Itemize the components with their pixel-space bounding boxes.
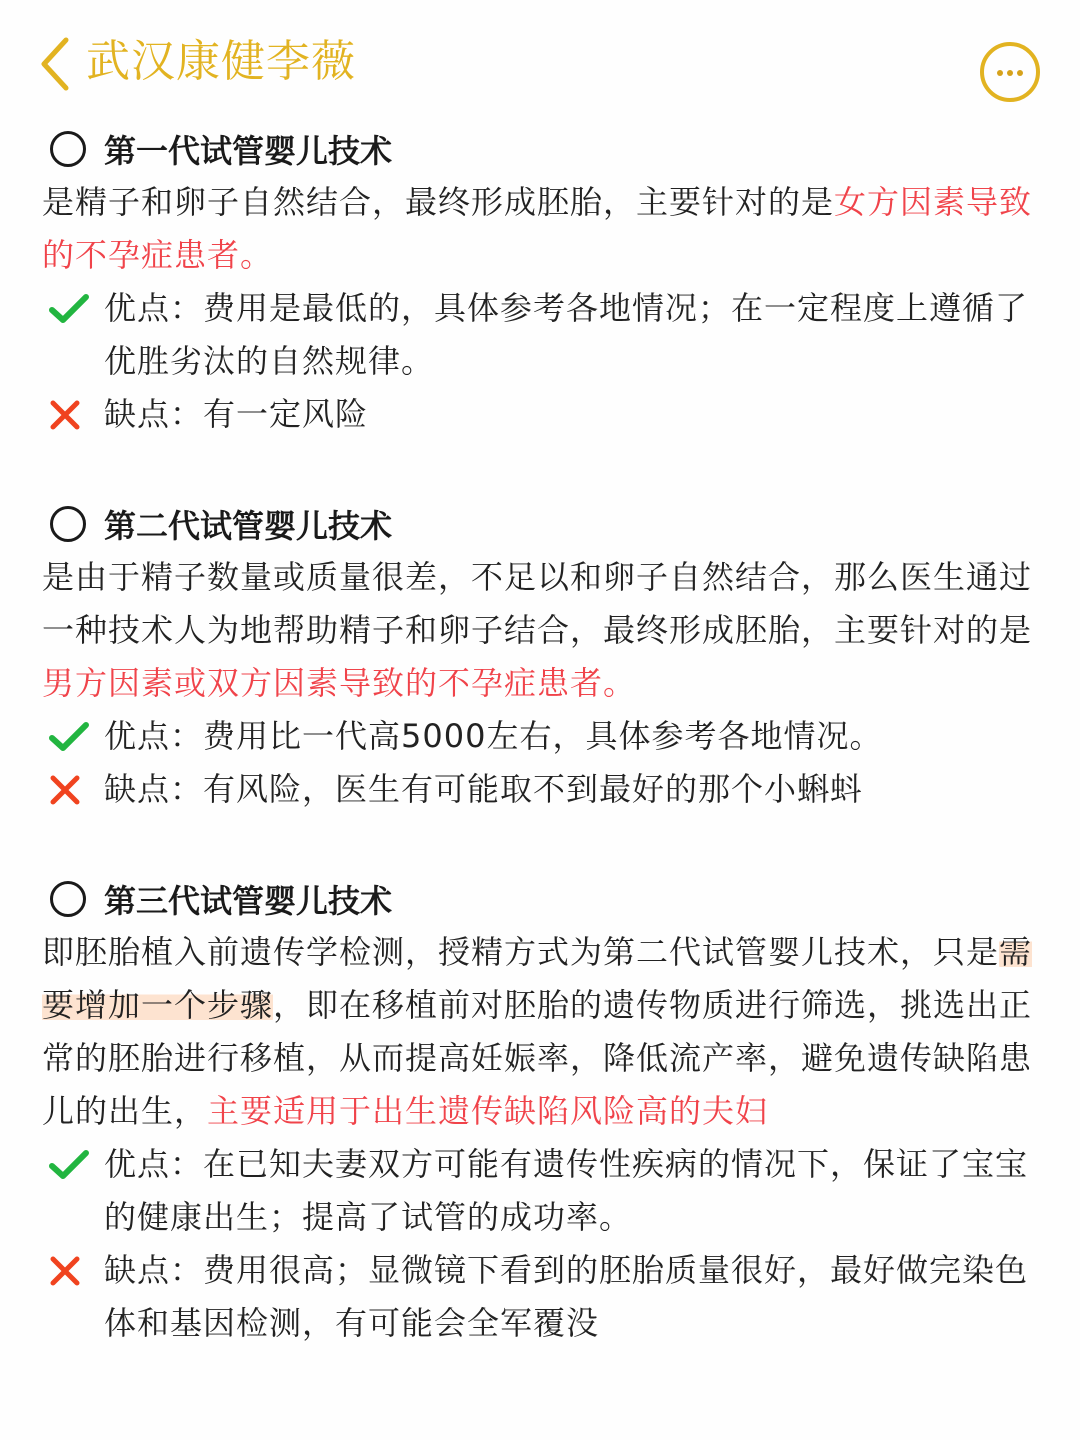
circle-icon [50,131,86,167]
section-2 [42,497,1038,816]
more-horizontal-icon [997,70,1003,76]
section-description [42,551,1038,710]
more-button[interactable] [980,42,1040,102]
pros-item [42,1138,1038,1244]
pros-item [42,282,1038,388]
section-title-text: 第一代试管婴儿技术 [104,132,393,170]
more-dot [1017,70,1023,76]
more-dot [1007,70,1013,76]
section-title-text: 第三代试管婴儿技术 [104,882,393,920]
page-title: 武汉康健李薇 [86,36,356,87]
emphasis-text: 女方因素导致的不孕症患者。 [42,183,1033,274]
cons-text: 缺点：费用很高；显微镜下看到的胚胎质量很好，最好做完染色体和基因检测，有可能会全军覆没 [104,1251,1029,1342]
circle-icon [50,881,86,917]
section-title [42,497,1038,551]
section-title-text: 第二代试管婴儿技术 [104,507,393,545]
pros-text: 优点：费用是最低的，具体参考各地情况；在一定程度上遵循了优胜劣汰的自然规律。 [104,289,1029,380]
check-icon [42,1138,104,1191]
pros-text: 优点：费用比一代高5000左右，具体参考各地情况。 [104,717,883,755]
chevron-left-icon[interactable] [36,36,76,92]
section-description [42,176,1038,282]
section-title [42,872,1038,926]
cross-icon [42,1244,104,1297]
description-text: ，即在移植前对胚胎的遗传物质进行筛选，挑选出正常的胚胎进行移植，从而提高妊娠率，降低流产率，避免遗传缺陷患儿的出生， [42,986,1033,1130]
section-description [42,926,1038,1138]
description-text: 是精子和卵子自然结合，最终形成胚胎，主要针对的是 [42,183,835,221]
cross-icon [42,388,104,441]
header [0,0,1080,110]
section-3 [42,872,1038,1350]
check-icon [42,282,104,335]
article-content [42,122,1038,1406]
circle-icon [50,506,86,542]
section-title [42,122,1038,176]
emphasis-text: 主要适用于出生遗传缺陷风险高的夫妇 [207,1092,769,1130]
cross-icon [42,763,104,816]
emphasis-text: 男方因素或双方因素导致的不孕症患者。 [42,664,637,702]
highlight-text: 需要增加一个步骤 [42,933,1033,1024]
description-text: 是由于精子数量或质量很差，不足以和卵子自然结合，那么医生通过一种技术人为地帮助精子和卵子结合，最终形成胚胎，主要针对的是 [42,558,1033,649]
section-1 [42,122,1038,441]
check-icon [42,710,104,763]
pros-item [42,710,1038,763]
description-text: 即胚胎植入前遗传学检测，授精方式为第二代试管婴儿技术，只是 [42,933,1000,971]
cons-item [42,1244,1038,1350]
cons-text: 缺点：有一定风险 [104,395,369,433]
cons-item [42,388,1038,441]
cons-text: 缺点：有风险，医生有可能取不到最好的那个小蝌蚪 [104,770,864,808]
cons-item [42,763,1038,816]
pros-text: 优点：在已知夫妻双方可能有遗传性疾病的情况下，保证了宝宝的健康出生；提高了试管的成功率。 [104,1145,1029,1236]
